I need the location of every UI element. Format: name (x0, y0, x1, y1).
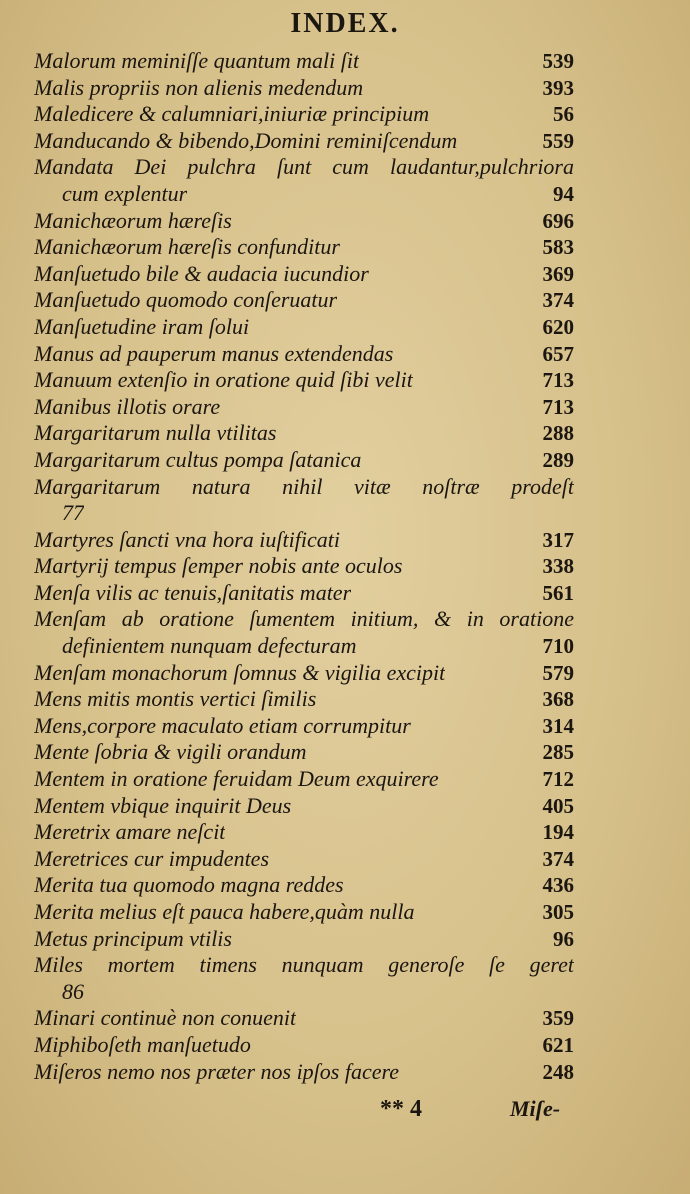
entry-page-number: 96 (553, 926, 574, 951)
index-entry (34, 686, 574, 713)
index-entry (34, 367, 574, 394)
index-entry (34, 1005, 574, 1032)
entry-page-number: 285 (542, 740, 574, 765)
index-entry (34, 580, 574, 607)
entry-page-number: 374 (542, 288, 574, 313)
catchword: Miſe- (510, 1096, 561, 1121)
entry-page-number: 710 (542, 634, 574, 659)
entry-page-number: 368 (542, 687, 574, 712)
entry-page-number: 248 (542, 1059, 574, 1084)
page-title: INDEX. (290, 8, 400, 39)
index-entry (34, 101, 574, 128)
entry-page-number: 712 (542, 767, 574, 792)
entry-text: Menſam monachorum ſomnus & vigilia excipit (34, 659, 446, 685)
index-entry (34, 341, 574, 368)
index-entry (34, 287, 574, 314)
index-entries (34, 48, 574, 1085)
entry-page-number: 559 (542, 128, 574, 153)
entry-page-number: 621 (542, 1032, 574, 1057)
index-entry (34, 261, 574, 288)
entry-text: Manibus illotis orare (34, 393, 221, 419)
entry-page-number: 359 (542, 1006, 574, 1031)
index-entry (34, 420, 574, 447)
index-entry (34, 713, 574, 740)
entry-text: Martyres ſancti vna hora iuſtificati (34, 526, 340, 552)
page-footer (0, 1096, 690, 1126)
entry-page-number: 713 (542, 368, 574, 393)
index-entry (34, 314, 574, 341)
entry-text: Manichæorum hæreſis (34, 207, 232, 233)
entry-text: Miles mortem timens nunquam generoſe ſe geret (34, 952, 574, 978)
index-entry (34, 553, 574, 580)
index-entry (34, 234, 574, 261)
entry-text: Manſuetudo quomodo conſeruatur (34, 287, 338, 313)
entry-page-number: 713 (542, 394, 574, 419)
entry-page-number: 696 (542, 208, 574, 233)
index-entry (34, 447, 574, 474)
entry-page-number: 369 (542, 261, 574, 286)
index-entry (34, 606, 574, 659)
entry-text: Manichæorum hæreſis confunditur (34, 234, 340, 260)
entry-page-number: 583 (542, 235, 574, 260)
index-entry (34, 793, 574, 820)
entry-page-number: 393 (542, 75, 574, 100)
index-entry (34, 846, 574, 873)
index-entry (34, 660, 574, 687)
entry-continuation: definientem nunquam defecturam (62, 633, 357, 659)
entry-text: Manſuetudine iram ſolui (34, 313, 250, 339)
entry-text: Manus ad pauperum manus extendendas (34, 340, 394, 366)
entry-text: Mentem vbique inquirit Deus (34, 792, 292, 818)
index-entry (34, 926, 574, 953)
index-entry (34, 1032, 574, 1059)
entry-text: Malorum meminiſſe quantum mali ſit (34, 48, 360, 73)
entry-page-number: 289 (542, 447, 574, 472)
entry-page-number: 539 (542, 49, 574, 73)
entry-text: Margaritarum natura nihil vitæ noſtræ prodeſt (34, 473, 574, 499)
entry-page-number: 94 (553, 181, 574, 206)
entry-text: Meretrices cur impudentes (34, 845, 270, 871)
entry-continuation: 86 (62, 978, 84, 1004)
entry-page-number: 288 (542, 421, 574, 446)
entry-page-number: 314 (542, 713, 574, 738)
index-entry (34, 394, 574, 421)
entry-text: Manuum extenſio in oratione quid ſibi velit (34, 367, 413, 393)
entry-page-number: 317 (542, 527, 574, 552)
entry-text: Meretrix amare neſcit (34, 819, 226, 845)
entry-continuation: cum explentur (62, 180, 188, 206)
entry-text: Manducando & bibendo,Domini reminiſcendum (34, 127, 458, 153)
entry-page-number: 194 (542, 820, 574, 845)
entry-text: Menſam ab oratione ſumentem initium, & in oratione (34, 606, 574, 632)
entry-continuation: 77 (62, 500, 84, 526)
entry-text: Minari continuè non conuenit (34, 1005, 297, 1031)
entry-page-number: 305 (542, 900, 574, 924)
index-entry (34, 75, 574, 102)
entry-page-number: 561 (542, 580, 574, 605)
entry-text: Manſuetudo bile & audacia iucundior (34, 260, 369, 286)
entry-text: Mentem in oratione feruidam Deum exquirere (34, 766, 439, 792)
index-entry (34, 474, 574, 527)
entry-page-number: 579 (542, 660, 574, 685)
index-entry (34, 527, 574, 554)
entry-text: Margaritarum nulla vtilitas (34, 420, 277, 446)
index-entry (34, 872, 574, 899)
index-entry (34, 128, 574, 155)
entry-text: Malis propriis non alienis medendum (34, 74, 364, 100)
entry-text: Miphiboſeth manſuetudo (34, 1031, 251, 1057)
entry-page-number: 657 (542, 341, 574, 366)
entry-page-number: 620 (542, 314, 574, 339)
entry-text: Mandata Dei pulchra ſunt cum laudantur,pulchriora (34, 154, 574, 180)
entry-text: Maledicere & calumniari,iniuriæ principium (34, 101, 430, 127)
index-entry (34, 154, 574, 207)
index-entry (34, 739, 574, 766)
entry-page-number: 56 (553, 102, 574, 127)
entry-text: Mente ſobria & vigili orandum (34, 739, 307, 765)
entry-text: Menſa vilis ac tenuis,ſanitatis mater (34, 579, 352, 605)
entry-text: Martyrij tempus ſemper nobis ante oculos (34, 553, 403, 579)
index-entry (34, 1059, 574, 1086)
index-entry (34, 766, 574, 793)
signature-mark: ** 4 (380, 1096, 422, 1122)
index-entry (34, 48, 574, 75)
index-entry (34, 952, 574, 1005)
entry-text: Miſeros nemo nos præter nos ipſos facere (34, 1058, 400, 1084)
entry-page-number: 338 (542, 554, 574, 579)
entry-text: Margaritarum cultus pompa ſatanica (34, 446, 362, 472)
entry-page-number: 436 (542, 873, 574, 898)
entry-text: Merita tua quomodo magna reddes (34, 872, 344, 898)
entry-page-number: 374 (542, 846, 574, 871)
entry-text: Mens mitis montis vertici ſimilis (34, 686, 317, 712)
index-entry (34, 899, 574, 926)
entry-text: Merita melius eſt pauca habere,quàm nulla (34, 899, 415, 924)
index-entry (34, 208, 574, 235)
entry-text: Metus principum vtilis (34, 925, 232, 951)
entry-page-number: 405 (542, 793, 574, 818)
index-entry (34, 819, 574, 846)
entry-text: Mens,corpore maculato etiam corrumpitur (34, 712, 411, 738)
